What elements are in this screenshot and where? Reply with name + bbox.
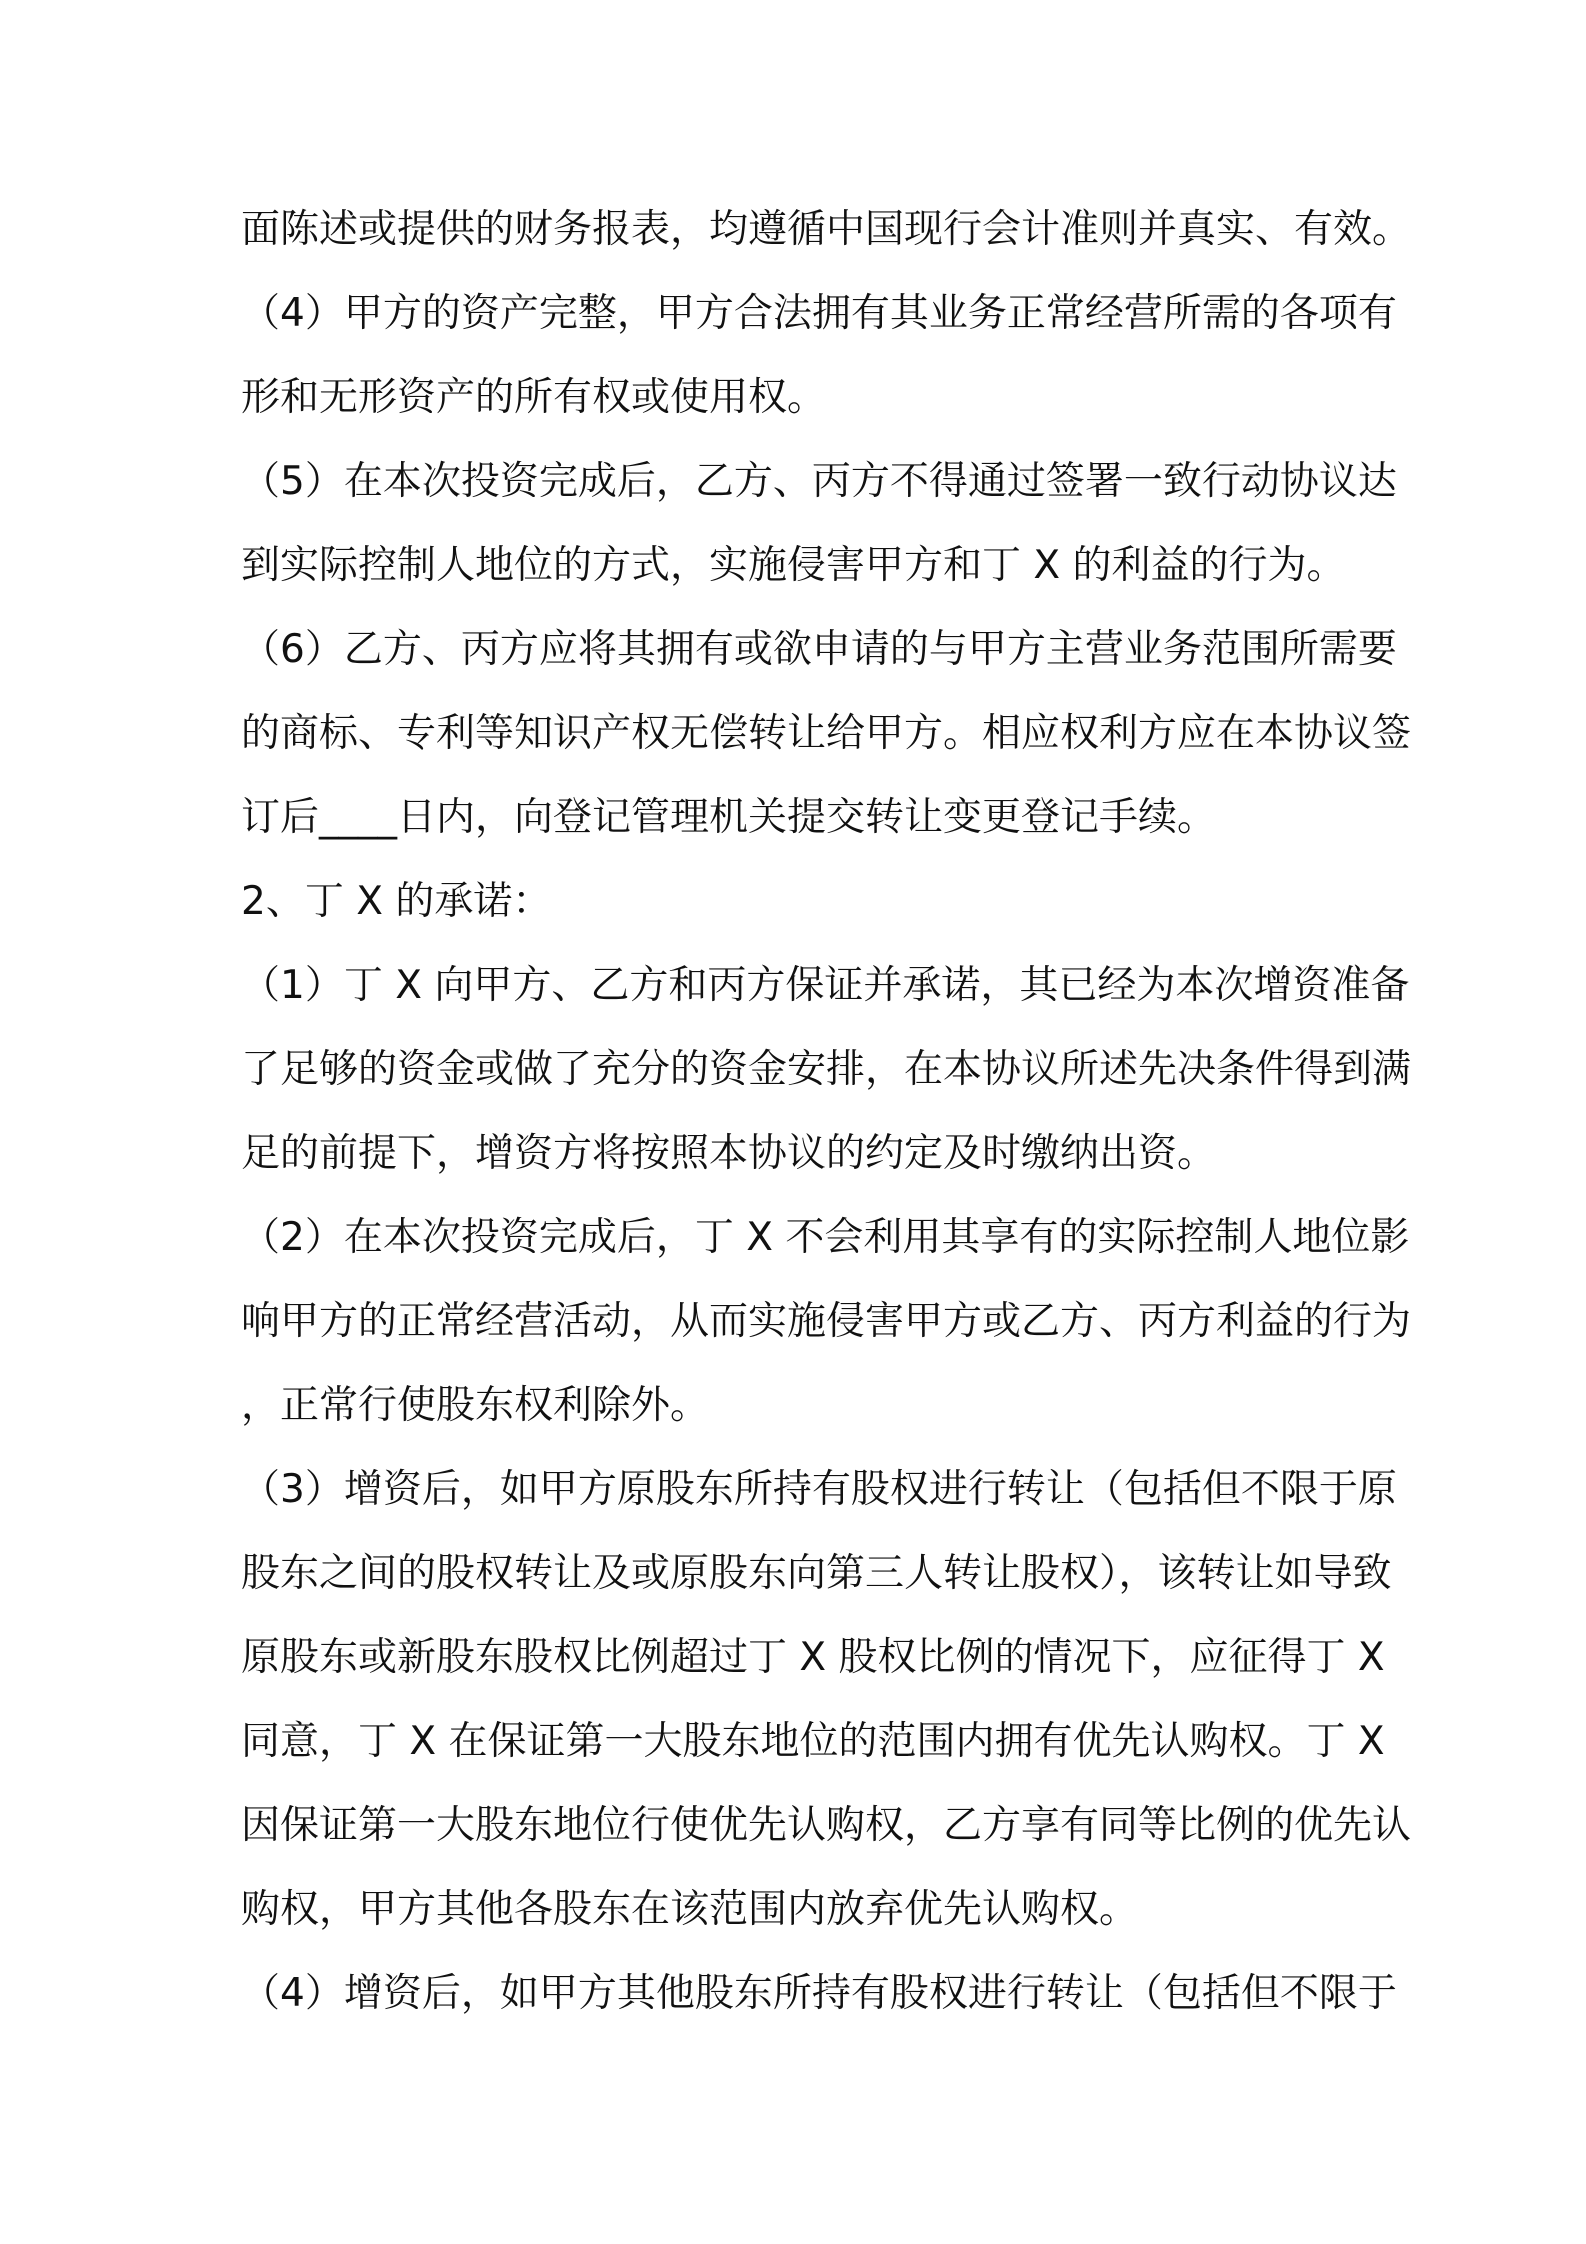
text-line: 同意，丁 X 在保证第一大股东地位的范围内拥有优先认购权。丁 X [241, 1719, 1385, 1764]
text-line: （3）增资后，如甲方原股东所持有股权进行转让（包括但不限于原 [241, 1467, 1397, 1512]
text-line: 购权，甲方其他各股东在该范围内放弃优先认购权。 [241, 1887, 1139, 1932]
section-heading: 2、丁 X 的承诺： [241, 879, 552, 924]
text-line: （4）甲方的资产完整，甲方合法拥有其业务正常经营所需的各项有 [241, 291, 1397, 336]
text-line: 股东之间的股权转让及或原股东向第三人转让股权），该转让如导致 [241, 1551, 1392, 1596]
text-line: 因保证第一大股东地位行使优先认购权，乙方享有同等比例的优先认 [241, 1803, 1412, 1848]
text-line: 足的前提下，增资方将按照本协议的约定及时缴纳出资。 [241, 1131, 1217, 1176]
text-line: （5）在本次投资完成后，乙方、丙方不得通过签署一致行动协议达 [241, 459, 1397, 504]
text-line: 订后____日内，向登记管理机关提交转让变更登记手续。 [241, 795, 1217, 840]
text-line: （6）乙方、丙方应将其拥有或欲申请的与甲方主营业务范围所需要 [241, 627, 1397, 672]
text-line: （1）丁 X 向甲方、乙方和丙方保证并承诺，其已经为本次增资准备 [241, 963, 1410, 1008]
text-line: 到实际控制人地位的方式，实施侵害甲方和丁 X 的利益的行为。 [241, 543, 1346, 588]
text-line: 原股东或新股东股权比例超过丁 X 股权比例的情况下，应征得丁 X [241, 1635, 1385, 1680]
text-line: （2）在本次投资完成后，丁 X 不会利用其享有的实际控制人地位影 [241, 1215, 1410, 1260]
text-line: 响甲方的正常经营活动，从而实施侵害甲方或乙方、丙方利益的行为 [241, 1299, 1412, 1344]
text-line: 面陈述或提供的财务报表，均遵循中国现行会计准则并真实、有效。 [241, 207, 1412, 252]
text-line: （4）增资后，如甲方其他股东所持有股权进行转让（包括但不限于 [241, 1971, 1397, 2016]
text-line: ，正常行使股东权利除外。 [241, 1383, 710, 1428]
text-line: 的商标、专利等知识产权无偿转让给甲方。相应权利方应在本协议签 [241, 711, 1412, 756]
text-line: 了足够的资金或做了充分的资金安排，在本协议所述先决条件得到满 [241, 1047, 1412, 1092]
text-line: 形和无形资产的所有权或使用权。 [241, 375, 827, 420]
